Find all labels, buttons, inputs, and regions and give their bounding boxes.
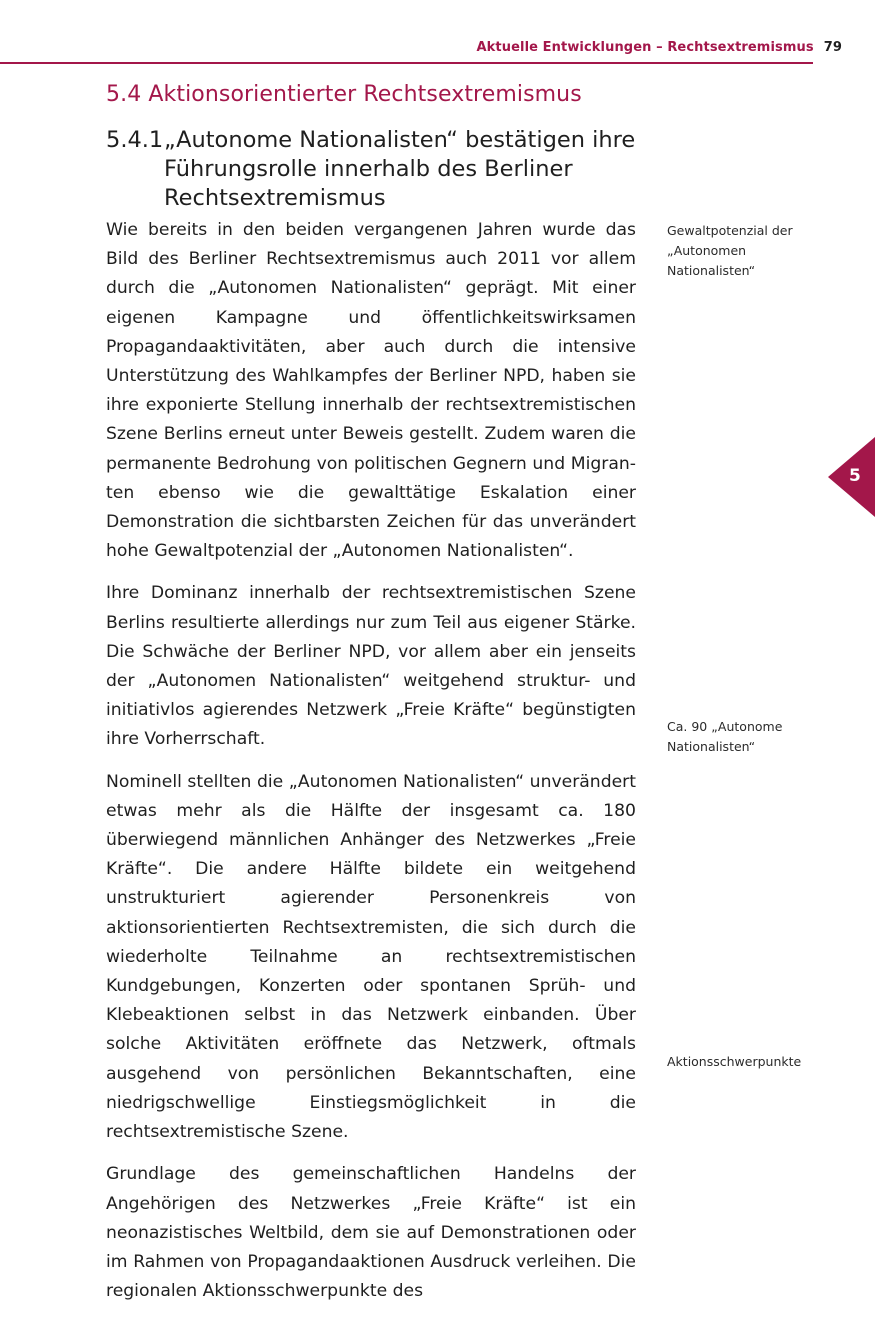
subsection-heading — [106, 126, 646, 213]
paragraph: Wie bereits in den beiden vergangenen Jahren wurde das Bild des Berliner Rechtsextremismus auch 2011 vor allem durch die „Autonomen Nationalisten“ geprägt. Mit einer eigenen Kampagne und öffentlichkeitswirksamen Propagandaaktivitäten, aber auch durch die intensive Unterstützung des Wahlkampfes der Berliner NPD, haben sie ihre exponierte Stellung innerhalb der rechtsextremistischen Szene Berlins erneut unter Beweis gestellt. Zudem waren die permanente Bedrohung von politischen Gegnern und Migranten ebenso wie die gewalttätige Eskalation einer Demonstration die sichtbarsten Zeichen für das unverändert hohe Gewaltpotenzial der „Autonomen Nationalisten“. — [106, 220, 636, 562]
header-rule — [0, 62, 813, 64]
paragraph: Ihre Dominanz innerhalb der rechtsextremistischen Szene Berlins resultierte allerdings nur zum Teil aus eigener Stärke. Die Schwäche der Berliner NPD, vor allem aber ein jenseits der „Autonomen Nationalisten“ weitgehend struktur- und initiativlos agierendes Netzwerk „Freie Kräfte“ begünstigten ihre Vorherrschaft. — [106, 583, 636, 750]
page-number: 79 — [823, 40, 842, 55]
running-header — [477, 40, 842, 55]
margin-note: Aktionsschwerpunkte — [667, 1054, 802, 1069]
body-text — [106, 216, 636, 1319]
paragraph: Grundlage des gemeinschaftlichen Handelns der Angehörigen des Netzwerkes „Freie Kräfte“ ist ein neonazistisches Weltbild, dem sie auf Demonstrationen oder im Rahmen von Propagandaaktionen Ausdruck verleihen. Die regionalen Aktionsschwerpunkte des — [106, 1164, 636, 1302]
running-title: Aktuelle Entwicklungen – Rechtsextremismus — [476, 40, 814, 55]
subsection-number: 5.4.1 — [106, 127, 164, 153]
margin-note: Ca. 90 „Autonome Nationalisten“ — [667, 719, 783, 754]
paragraph: Nominell stellten die „Autonomen Nationalisten“ unverändert etwas mehr als die Hälfte der insgesamt ca. 180 überwiegend männlichen Anhänger des Netzwerkes „Freie Kräfte“. Die andere Hälfte bildete ein weitgehend unstrukturiert agierender Personenkreis von aktionsorientierten Rechtsextremisten, die sich durch die wiederholte Teilnahme an rechtsextremistischen Kundgebungen, Konzerten oder spontanen Sprüh- und Klebeaktionen selbst in das Netzwerk einbanden. Über solche Aktivitäten eröffnete das Netzwerk, oftmals ausgehend von persönlichen Bekanntschaften, eine niedrigschwellige Einstiegsmöglichkeit in die rechtsextremistische Szene. — [106, 771, 636, 1143]
chapter-tab-label: 5 — [849, 466, 861, 486]
section-heading: 5.4 Aktionsorientierter Rechtsextremismus — [106, 82, 582, 107]
margin-note: Gewaltpotenzial der „Autonomen Nationalisten“ — [667, 223, 793, 278]
subsection-title: „Autonome Nationalisten“ bestätigen ihre Führungsrolle innerhalb des Berliner Rechtsextremismus — [164, 127, 636, 211]
